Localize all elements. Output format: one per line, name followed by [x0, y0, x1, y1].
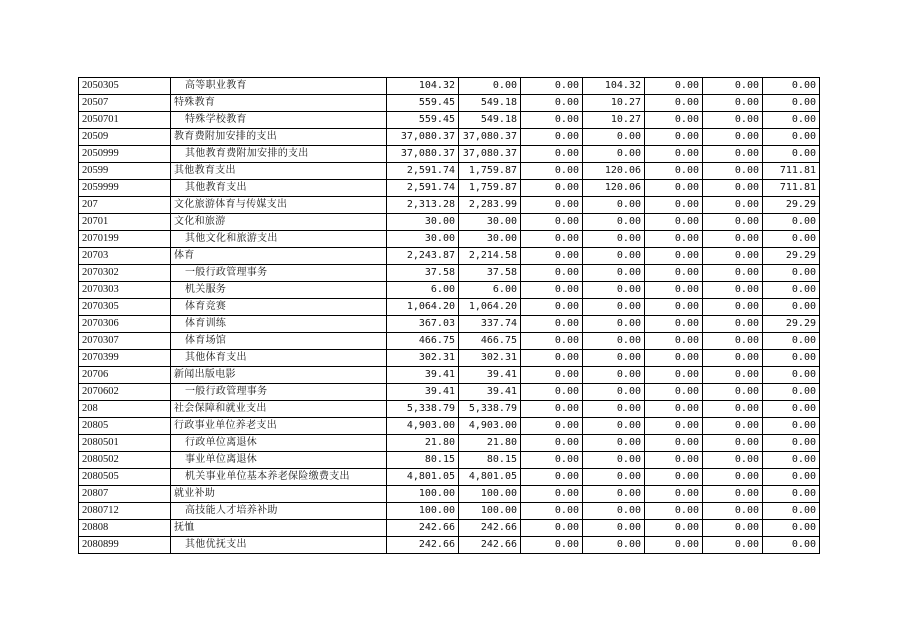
- amount-cell: 0.00: [645, 180, 703, 197]
- amount-cell: 0.00: [703, 282, 763, 299]
- subject-code-cell: 20509: [79, 129, 171, 146]
- subject-name-cell: 体育场馆: [171, 333, 387, 350]
- amount-cell: 29.29: [763, 197, 820, 214]
- amount-cell: 37,080.37: [459, 146, 521, 163]
- amount-cell: 0.00: [583, 452, 645, 469]
- amount-cell: 29.29: [763, 248, 820, 265]
- amount-cell: 4,801.05: [387, 469, 459, 486]
- amount-cell: 0.00: [521, 146, 583, 163]
- amount-cell: 100.00: [459, 503, 521, 520]
- table-row: [79, 78, 820, 95]
- subject-code-cell: 2050305: [79, 78, 171, 95]
- table-row: [79, 129, 820, 146]
- amount-cell: 4,801.05: [459, 469, 521, 486]
- amount-cell: 0.00: [703, 401, 763, 418]
- subject-name-cell: 其他教育费附加安排的支出: [171, 146, 387, 163]
- amount-cell: 0.00: [583, 486, 645, 503]
- amount-cell: 0.00: [763, 435, 820, 452]
- amount-cell: 0.00: [583, 469, 645, 486]
- amount-cell: 10.27: [583, 112, 645, 129]
- table-row: [79, 384, 820, 401]
- amount-cell: 0.00: [521, 333, 583, 350]
- subject-code-cell: 2080501: [79, 435, 171, 452]
- amount-cell: 0.00: [521, 95, 583, 112]
- amount-cell: 29.29: [763, 316, 820, 333]
- amount-cell: 0.00: [583, 384, 645, 401]
- amount-cell: 0.00: [645, 520, 703, 537]
- amount-cell: 0.00: [645, 418, 703, 435]
- amount-cell: 0.00: [521, 265, 583, 282]
- table-row: [79, 180, 820, 197]
- amount-cell: 0.00: [583, 367, 645, 384]
- amount-cell: 559.45: [387, 112, 459, 129]
- amount-cell: 0.00: [521, 163, 583, 180]
- amount-cell: 0.00: [763, 282, 820, 299]
- amount-cell: 0.00: [645, 248, 703, 265]
- amount-cell: 0.00: [645, 537, 703, 554]
- amount-cell: 0.00: [645, 452, 703, 469]
- amount-cell: 0.00: [763, 265, 820, 282]
- amount-cell: 0.00: [583, 316, 645, 333]
- amount-cell: 302.31: [387, 350, 459, 367]
- subject-code-cell: 2070303: [79, 282, 171, 299]
- amount-cell: 37,080.37: [459, 129, 521, 146]
- amount-cell: 0.00: [645, 333, 703, 350]
- table-row: [79, 112, 820, 129]
- amount-cell: 0.00: [763, 418, 820, 435]
- subject-name-cell: 其他体育支出: [171, 350, 387, 367]
- amount-cell: 0.00: [763, 214, 820, 231]
- amount-cell: 0.00: [703, 469, 763, 486]
- amount-cell: 549.18: [459, 112, 521, 129]
- amount-cell: 337.74: [459, 316, 521, 333]
- amount-cell: 0.00: [763, 452, 820, 469]
- amount-cell: 0.00: [521, 129, 583, 146]
- amount-cell: 711.81: [763, 180, 820, 197]
- amount-cell: 0.00: [521, 452, 583, 469]
- amount-cell: 0.00: [703, 503, 763, 520]
- subject-name-cell: 其他教育支出: [171, 163, 387, 180]
- amount-cell: 0.00: [521, 197, 583, 214]
- amount-cell: 0.00: [763, 384, 820, 401]
- amount-cell: 0.00: [703, 520, 763, 537]
- amount-cell: 0.00: [645, 486, 703, 503]
- table-row: [79, 231, 820, 248]
- amount-cell: 5,338.79: [387, 401, 459, 418]
- table-row: [79, 265, 820, 282]
- amount-cell: 466.75: [459, 333, 521, 350]
- amount-cell: 0.00: [645, 129, 703, 146]
- subject-code-cell: 20706: [79, 367, 171, 384]
- table-body: [79, 78, 820, 554]
- table-row: [79, 299, 820, 316]
- subject-code-cell: 2080502: [79, 452, 171, 469]
- amount-cell: 0.00: [763, 401, 820, 418]
- amount-cell: 0.00: [521, 503, 583, 520]
- amount-cell: 0.00: [583, 401, 645, 418]
- subject-name-cell: 新闻出版电影: [171, 367, 387, 384]
- amount-cell: 37,080.37: [387, 129, 459, 146]
- amount-cell: 1,064.20: [459, 299, 521, 316]
- budget-expenditure-table: [78, 77, 820, 554]
- table-row: [79, 316, 820, 333]
- amount-cell: 0.00: [645, 78, 703, 95]
- amount-cell: 0.00: [645, 214, 703, 231]
- amount-cell: 2,243.87: [387, 248, 459, 265]
- amount-cell: 0.00: [703, 384, 763, 401]
- amount-cell: 30.00: [387, 231, 459, 248]
- amount-cell: 711.81: [763, 163, 820, 180]
- subject-name-cell: 文化旅游体育与传媒支出: [171, 197, 387, 214]
- amount-cell: 0.00: [521, 367, 583, 384]
- amount-cell: 4,903.00: [459, 418, 521, 435]
- amount-cell: 0.00: [521, 282, 583, 299]
- amount-cell: 0.00: [583, 231, 645, 248]
- subject-name-cell: 其他文化和旅游支出: [171, 231, 387, 248]
- amount-cell: 0.00: [703, 197, 763, 214]
- subject-code-cell: 2070199: [79, 231, 171, 248]
- amount-cell: 0.00: [645, 299, 703, 316]
- amount-cell: 0.00: [763, 299, 820, 316]
- amount-cell: 0.00: [763, 367, 820, 384]
- amount-cell: 0.00: [521, 350, 583, 367]
- amount-cell: 0.00: [645, 469, 703, 486]
- amount-cell: 0.00: [645, 231, 703, 248]
- amount-cell: 0.00: [703, 350, 763, 367]
- amount-cell: 0.00: [583, 214, 645, 231]
- subject-name-cell: 行政事业单位养老支出: [171, 418, 387, 435]
- table-row: [79, 452, 820, 469]
- amount-cell: 0.00: [583, 129, 645, 146]
- amount-cell: 0.00: [521, 299, 583, 316]
- amount-cell: 0.00: [763, 146, 820, 163]
- amount-cell: 0.00: [583, 248, 645, 265]
- amount-cell: 0.00: [521, 435, 583, 452]
- amount-cell: 0.00: [703, 486, 763, 503]
- amount-cell: 0.00: [583, 197, 645, 214]
- amount-cell: 21.80: [459, 435, 521, 452]
- table-row: [79, 367, 820, 384]
- amount-cell: 5,338.79: [459, 401, 521, 418]
- amount-cell: 30.00: [459, 214, 521, 231]
- amount-cell: 0.00: [763, 78, 820, 95]
- amount-cell: 0.00: [763, 486, 820, 503]
- amount-cell: 0.00: [703, 418, 763, 435]
- amount-cell: 367.03: [387, 316, 459, 333]
- amount-cell: 0.00: [703, 248, 763, 265]
- subject-name-cell: 机关服务: [171, 282, 387, 299]
- subject-code-cell: 2080899: [79, 537, 171, 554]
- amount-cell: 37,080.37: [387, 146, 459, 163]
- subject-code-cell: 208: [79, 401, 171, 418]
- subject-name-cell: 机关事业单位基本养老保险缴费支出: [171, 469, 387, 486]
- amount-cell: 549.18: [459, 95, 521, 112]
- amount-cell: 0.00: [583, 350, 645, 367]
- amount-cell: 0.00: [521, 537, 583, 554]
- amount-cell: 30.00: [459, 231, 521, 248]
- table-row: [79, 537, 820, 554]
- amount-cell: 0.00: [645, 282, 703, 299]
- amount-cell: 0.00: [763, 537, 820, 554]
- amount-cell: 302.31: [459, 350, 521, 367]
- amount-cell: 0.00: [763, 129, 820, 146]
- amount-cell: 39.41: [459, 367, 521, 384]
- subject-code-cell: 2070306: [79, 316, 171, 333]
- amount-cell: 39.41: [459, 384, 521, 401]
- subject-code-cell: 2080505: [79, 469, 171, 486]
- subject-name-cell: 社会保障和就业支出: [171, 401, 387, 418]
- amount-cell: 0.00: [645, 163, 703, 180]
- amount-cell: 100.00: [387, 486, 459, 503]
- subject-name-cell: 体育: [171, 248, 387, 265]
- table-row: [79, 418, 820, 435]
- subject-name-cell: 一般行政管理事务: [171, 265, 387, 282]
- subject-name-cell: 体育竞赛: [171, 299, 387, 316]
- amount-cell: 0.00: [763, 520, 820, 537]
- subject-code-cell: 2070302: [79, 265, 171, 282]
- amount-cell: 0.00: [703, 265, 763, 282]
- amount-cell: 559.45: [387, 95, 459, 112]
- amount-cell: 0.00: [703, 299, 763, 316]
- amount-cell: 0.00: [763, 350, 820, 367]
- amount-cell: 0.00: [763, 503, 820, 520]
- amount-cell: 80.15: [387, 452, 459, 469]
- subject-name-cell: 高等职业教育: [171, 78, 387, 95]
- amount-cell: 0.00: [645, 112, 703, 129]
- amount-cell: 6.00: [459, 282, 521, 299]
- amount-cell: 0.00: [763, 112, 820, 129]
- amount-cell: 100.00: [387, 503, 459, 520]
- amount-cell: 2,591.74: [387, 180, 459, 197]
- amount-cell: 1,759.87: [459, 180, 521, 197]
- amount-cell: 242.66: [459, 537, 521, 554]
- amount-cell: 0.00: [521, 78, 583, 95]
- subject-code-cell: 2070399: [79, 350, 171, 367]
- amount-cell: 39.41: [387, 384, 459, 401]
- amount-cell: 37.58: [387, 265, 459, 282]
- amount-cell: 0.00: [703, 78, 763, 95]
- amount-cell: 30.00: [387, 214, 459, 231]
- subject-name-cell: 一般行政管理事务: [171, 384, 387, 401]
- subject-code-cell: 2080712: [79, 503, 171, 520]
- amount-cell: 0.00: [703, 231, 763, 248]
- amount-cell: 0.00: [645, 367, 703, 384]
- subject-code-cell: 2070602: [79, 384, 171, 401]
- amount-cell: 0.00: [703, 452, 763, 469]
- subject-code-cell: 20599: [79, 163, 171, 180]
- table-row: [79, 333, 820, 350]
- amount-cell: 120.06: [583, 180, 645, 197]
- amount-cell: 0.00: [521, 469, 583, 486]
- table-row: [79, 435, 820, 452]
- amount-cell: 0.00: [645, 197, 703, 214]
- amount-cell: 0.00: [521, 180, 583, 197]
- subject-code-cell: 20703: [79, 248, 171, 265]
- table-row: [79, 248, 820, 265]
- subject-code-cell: 2059999: [79, 180, 171, 197]
- amount-cell: 10.27: [583, 95, 645, 112]
- amount-cell: 0.00: [703, 129, 763, 146]
- amount-cell: 37.58: [459, 265, 521, 282]
- amount-cell: 0.00: [521, 214, 583, 231]
- subject-name-cell: 就业补助: [171, 486, 387, 503]
- amount-cell: 0.00: [763, 469, 820, 486]
- amount-cell: 0.00: [583, 282, 645, 299]
- amount-cell: 466.75: [387, 333, 459, 350]
- amount-cell: 0.00: [645, 95, 703, 112]
- table-row: [79, 197, 820, 214]
- amount-cell: 0.00: [521, 112, 583, 129]
- table-row: [79, 520, 820, 537]
- amount-cell: 0.00: [583, 146, 645, 163]
- amount-cell: 0.00: [645, 401, 703, 418]
- amount-cell: 0.00: [583, 418, 645, 435]
- subject-code-cell: 20701: [79, 214, 171, 231]
- table-row: [79, 146, 820, 163]
- amount-cell: 0.00: [645, 316, 703, 333]
- subject-code-cell: 20805: [79, 418, 171, 435]
- subject-code-cell: 207: [79, 197, 171, 214]
- amount-cell: 0.00: [521, 316, 583, 333]
- amount-cell: 0.00: [645, 265, 703, 282]
- subject-name-cell: 其他优抚支出: [171, 537, 387, 554]
- subject-name-cell: 特殊教育: [171, 95, 387, 112]
- amount-cell: 0.00: [521, 248, 583, 265]
- subject-name-cell: 特殊学校教育: [171, 112, 387, 129]
- amount-cell: 0.00: [763, 95, 820, 112]
- amount-cell: 0.00: [583, 333, 645, 350]
- amount-cell: 4,903.00: [387, 418, 459, 435]
- subject-name-cell: 行政单位离退休: [171, 435, 387, 452]
- amount-cell: 242.66: [387, 537, 459, 554]
- amount-cell: 0.00: [645, 503, 703, 520]
- amount-cell: 242.66: [387, 520, 459, 537]
- subject-name-cell: 教育费附加安排的支出: [171, 129, 387, 146]
- amount-cell: 242.66: [459, 520, 521, 537]
- amount-cell: 0.00: [703, 537, 763, 554]
- table-row: [79, 401, 820, 418]
- amount-cell: 0.00: [645, 435, 703, 452]
- table-row: [79, 486, 820, 503]
- amount-cell: 104.32: [387, 78, 459, 95]
- amount-cell: 0.00: [583, 520, 645, 537]
- amount-cell: 2,283.99: [459, 197, 521, 214]
- amount-cell: 0.00: [645, 146, 703, 163]
- subject-name-cell: 事业单位离退休: [171, 452, 387, 469]
- table-row: [79, 95, 820, 112]
- amount-cell: 0.00: [583, 537, 645, 554]
- subject-name-cell: 其他教育支出: [171, 180, 387, 197]
- amount-cell: 0.00: [703, 163, 763, 180]
- table-row: [79, 214, 820, 231]
- amount-cell: 0.00: [521, 486, 583, 503]
- amount-cell: 0.00: [459, 78, 521, 95]
- amount-cell: 0.00: [763, 231, 820, 248]
- subject-name-cell: 高技能人才培养补助: [171, 503, 387, 520]
- amount-cell: 120.06: [583, 163, 645, 180]
- subject-code-cell: 2050701: [79, 112, 171, 129]
- amount-cell: 0.00: [703, 146, 763, 163]
- amount-cell: 0.00: [521, 418, 583, 435]
- amount-cell: 0.00: [521, 520, 583, 537]
- subject-name-cell: 文化和旅游: [171, 214, 387, 231]
- amount-cell: 2,214.58: [459, 248, 521, 265]
- amount-cell: 0.00: [703, 112, 763, 129]
- amount-cell: 0.00: [645, 350, 703, 367]
- subject-code-cell: 2070305: [79, 299, 171, 316]
- amount-cell: 0.00: [583, 435, 645, 452]
- table-row: [79, 350, 820, 367]
- subject-code-cell: 20808: [79, 520, 171, 537]
- subject-code-cell: 20807: [79, 486, 171, 503]
- amount-cell: 100.00: [459, 486, 521, 503]
- amount-cell: 0.00: [703, 367, 763, 384]
- table-row: [79, 163, 820, 180]
- amount-cell: 0.00: [703, 435, 763, 452]
- amount-cell: 0.00: [583, 299, 645, 316]
- subject-name-cell: 体育训练: [171, 316, 387, 333]
- amount-cell: 0.00: [583, 265, 645, 282]
- amount-cell: 80.15: [459, 452, 521, 469]
- amount-cell: 6.00: [387, 282, 459, 299]
- amount-cell: 21.80: [387, 435, 459, 452]
- amount-cell: 1,759.87: [459, 163, 521, 180]
- amount-cell: 39.41: [387, 367, 459, 384]
- amount-cell: 0.00: [521, 384, 583, 401]
- amount-cell: 2,313.28: [387, 197, 459, 214]
- amount-cell: 2,591.74: [387, 163, 459, 180]
- table-row: [79, 503, 820, 520]
- table-row: [79, 469, 820, 486]
- amount-cell: 0.00: [703, 214, 763, 231]
- amount-cell: 0.00: [703, 316, 763, 333]
- amount-cell: 0.00: [583, 503, 645, 520]
- subject-code-cell: 20507: [79, 95, 171, 112]
- amount-cell: 0.00: [521, 401, 583, 418]
- amount-cell: 0.00: [703, 180, 763, 197]
- amount-cell: 0.00: [645, 384, 703, 401]
- table-row: [79, 282, 820, 299]
- amount-cell: 104.32: [583, 78, 645, 95]
- subject-name-cell: 抚恤: [171, 520, 387, 537]
- amount-cell: 0.00: [703, 95, 763, 112]
- amount-cell: 0.00: [763, 333, 820, 350]
- amount-cell: 1,064.20: [387, 299, 459, 316]
- subject-code-cell: 2070307: [79, 333, 171, 350]
- amount-cell: 0.00: [703, 333, 763, 350]
- subject-code-cell: 2050999: [79, 146, 171, 163]
- amount-cell: 0.00: [521, 231, 583, 248]
